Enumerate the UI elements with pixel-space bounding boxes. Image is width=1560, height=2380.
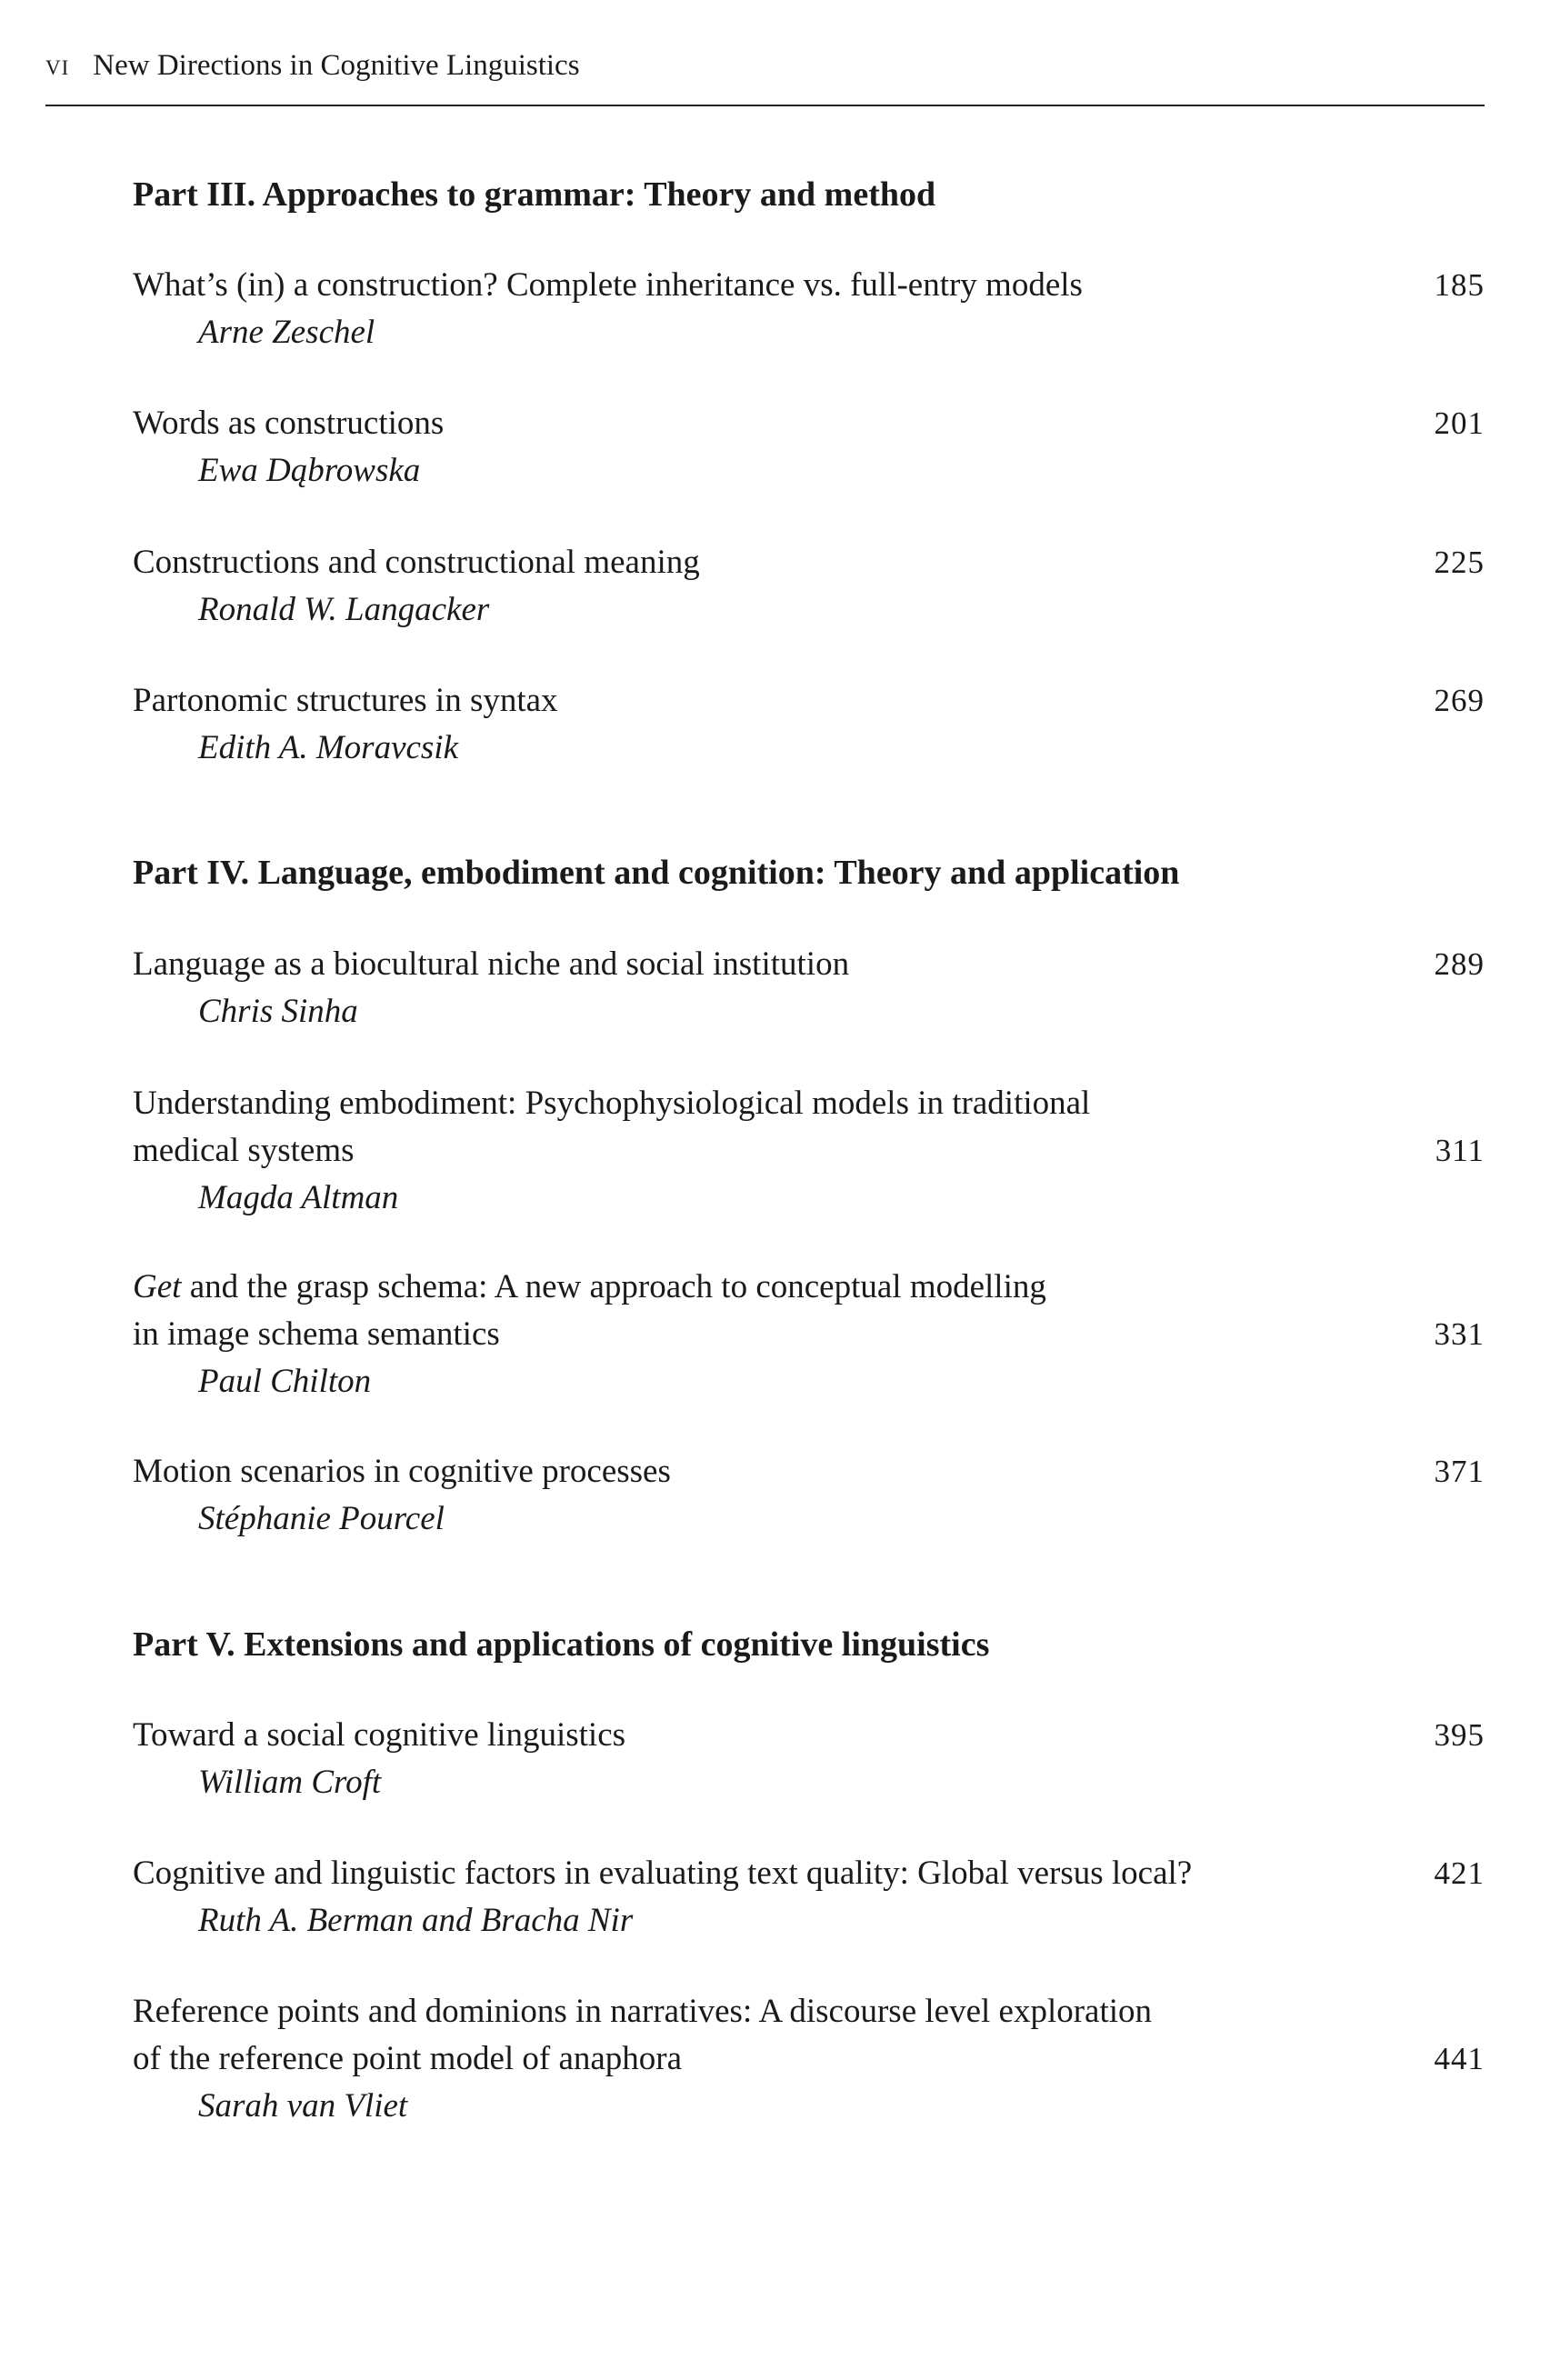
entry-title: Language as a biocultural niche and social institution [133,945,850,983]
entry-author: Ronald W. Langacker [198,591,490,628]
entry-title-line-2: of the reference point model of anaphora [133,2040,683,2077]
entry-title: What’s (in) a construction? Complete inheritance vs. full-entry models [133,266,1083,304]
toc-entry [133,677,1485,772]
entry-author: Ewa Dąbrowska [198,452,421,489]
entry-title: Cognitive and linguistic factors in evaluating text quality: Global versus local? [133,1855,1193,1892]
entry-author: Sarah van Vliet [198,2087,408,2125]
toc-entry [133,1712,1485,1806]
toc-entry [133,1448,1485,1543]
running-head [45,47,580,84]
toc-entry [133,941,1485,1035]
entry-page-number: 371 [1434,1454,1485,1489]
toc-entry [133,539,1485,634]
toc-entry [133,400,1485,495]
entry-title-line-2: medical systems [133,1132,355,1169]
entry-title-line-2: in image schema semantics [133,1315,500,1353]
entry-title: Words as constructions [133,405,445,442]
toc-entry [133,1264,1485,1405]
part-heading: Part III. Approaches to grammar: Theory and method [133,175,936,214]
entry-author: Paul Chilton [198,1363,372,1400]
entry-page-number: 331 [1434,1316,1485,1352]
entry-page-number: 441 [1434,2041,1485,2076]
entry-page-number: 225 [1434,545,1485,580]
entry-title: Constructions and constructional meaning [133,544,700,581]
toc-entry [133,1080,1485,1222]
entry-author: Arne Zeschel [198,314,375,351]
toc-entry [133,1988,1485,2130]
entry-page-number: 269 [1434,683,1485,718]
entry-title: Toward a social cognitive linguistics [133,1716,626,1754]
entry-title-rest: and the grasp schema: A new approach to conceptual modelling [181,1268,1046,1305]
entry-page-number: 185 [1434,267,1485,303]
entry-page-number: 421 [1434,1855,1485,1891]
entry-page-number: 201 [1434,405,1485,441]
entry-page-number: 395 [1434,1717,1485,1753]
entry-page-number: 289 [1434,946,1485,982]
entry-title-emphasis: Get [133,1268,182,1305]
entry-author: Edith A. Moravcsik [198,729,459,766]
entry-author: Magda Altman [198,1179,399,1216]
entry-author: Stéphanie Pourcel [198,1500,445,1537]
entry-author: William Croft [198,1764,382,1801]
toc-entry [133,262,1485,356]
toc-entry [133,1850,1485,1945]
entry-title-line-1 [133,1264,1315,1311]
header-rule [45,105,1485,106]
entry-title-line-1: Reference points and dominions in narratives: A discourse level exploration [133,1993,1153,2030]
entry-page-number: 311 [1435,1133,1485,1168]
entry-title: Motion scenarios in cognitive processes [133,1453,671,1490]
entry-title: Partonomic structures in syntax [133,682,558,719]
entry-title-line-1: Understanding embodiment: Psychophysiological models in traditional [133,1085,1091,1122]
entry-author: Ruth A. Berman and Bracha Nir [198,1902,634,1939]
part-heading: Part V. Extensions and applications of cognitive linguistics [133,1625,990,1664]
page-folio: vi [45,49,70,82]
running-head-title: New Directions in Cognitive Linguistics [93,49,580,82]
part-heading: Part IV. Language, embodiment and cognition: Theory and application [133,854,1180,892]
entry-author: Chris Sinha [198,993,358,1030]
